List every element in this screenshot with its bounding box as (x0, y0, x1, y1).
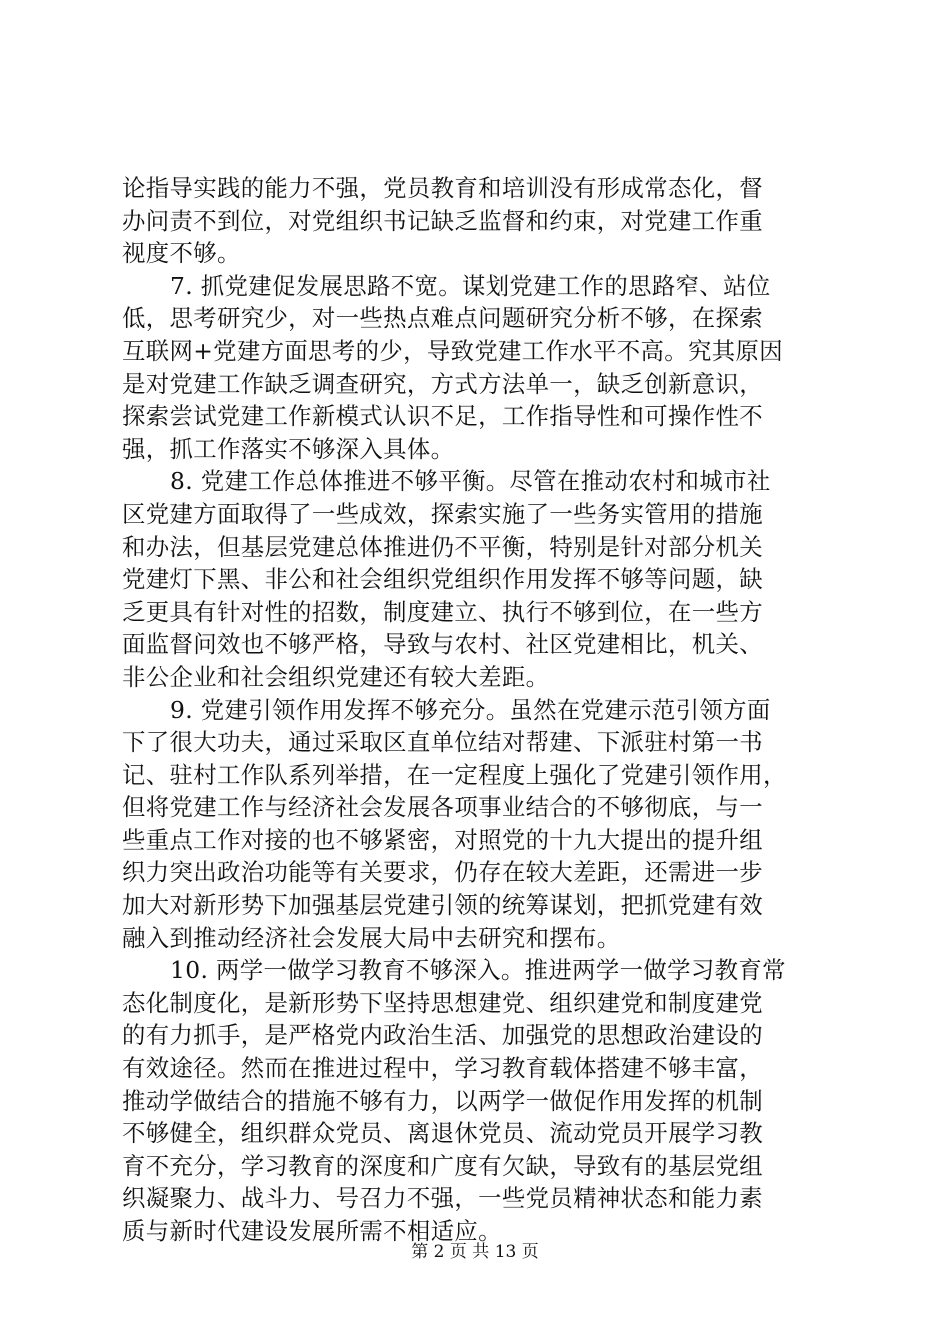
text-line: 低，思考研究少，对一些热点难点问题研究分析不够，在探索 (122, 304, 763, 333)
text-line: 织力突出政治功能等有关要求，仍存在较大差距，还需进一步 (122, 858, 763, 887)
text-line: 面监督问效也不够严格，导致与农村、社区党建相比，机关、 (122, 630, 763, 659)
text-line: 非公企业和社会组织党建还有较大差距。 (122, 662, 550, 691)
text-line: 记、驻村工作队系列举措，在一定程度上强化了党建引领作用， (122, 760, 787, 789)
text-line: 加大对新形势下加强基层党建引领的统筹谋划，把抓党建有效 (122, 891, 763, 920)
text-line: 融入到推动经济社会发展大局中去研究和摆布。 (122, 923, 621, 952)
text-line: 态化制度化，是新形势下坚持思想建党、组织建党和制度建党 (122, 988, 763, 1017)
text-line: 质与新时代建设发展所需不相适应。 (122, 1217, 502, 1245)
text-line: 视度不够。 (122, 239, 241, 268)
paragraph-first-line: 10. 两学一做学习教育不够深入。推进两学一做学习教育常 (170, 956, 786, 985)
text-line: 论指导实践的能力不强，党员教育和培训没有形成常态化，督 (122, 174, 763, 202)
text-line: 互联网+党建方面思考的少，导致党建工作水平不高。究其原因 (122, 336, 783, 365)
text-line: 党建灯下黑、非公和社会组织党组织作用发挥不够等问题，缺 (122, 565, 763, 594)
text-line: 但将党建工作与经济社会发展各项事业结合的不够彻底，与一 (122, 793, 763, 822)
paragraph-first-line: 9. 党建引领作用发挥不够充分。虽然在党建示范引领方面 (170, 695, 771, 724)
text-line: 强，抓工作落实不够深入具体。 (122, 434, 455, 463)
text-line: 育不充分，学习教育的深度和广度有欠缺，导致有的基层党组 (122, 1151, 763, 1180)
paragraph-first-line: 7. 抓党建促发展思路不宽。谋划党建工作的思路窄、站位 (170, 271, 771, 300)
text-line: 是对党建工作缺乏调查研究，方式方法单一，缺乏创新意识， (122, 369, 763, 398)
text-line: 下了很大功夫，通过采取区直单位结对帮建、下派驻村第一书 (122, 728, 763, 757)
text-line: 些重点工作对接的也不够紧密，对照党的十九大提出的提升组 (122, 825, 763, 854)
paragraph-first-line: 8. 党建工作总体推进不够平衡。尽管在推动农村和城市社 (170, 467, 771, 496)
text-line: 的有力抓手，是严格党内政治生活、加强党的思想政治建设的 (122, 1021, 763, 1050)
text-line: 不够健全，组织群众党员、离退休党员、流动党员开展学习教 (122, 1119, 763, 1148)
text-line: 和办法，但基层党建总体推进仍不平衡，特别是针对部分机关 (122, 532, 763, 561)
text-line: 乏更具有针对性的招数，制度建立、执行不够到位，在一些方 (122, 597, 763, 626)
body-text (122, 172, 830, 1248)
text-line: 推动学做结合的措施不够有力，以两学一做促作用发挥的机制 (122, 1086, 763, 1115)
text-line: 探索尝试党建工作新模式认识不足，工作指导性和可操作性不 (122, 402, 763, 431)
text-line: 织凝聚力、战斗力、号召力不强，一些党员精神状态和能力素 (122, 1184, 763, 1213)
text-line: 办问责不到位，对党组织书记缺乏监督和约束，对党建工作重 (122, 206, 763, 235)
text-line: 有效途径。然而在推进过程中，学习教育载体搭建不够丰富， (122, 1054, 763, 1083)
page-footer: 第 2 页 共 13 页 (411, 1242, 539, 1262)
text-line: 区党建方面取得了一些成效，探索实施了一些务实管用的措施 (122, 499, 763, 528)
